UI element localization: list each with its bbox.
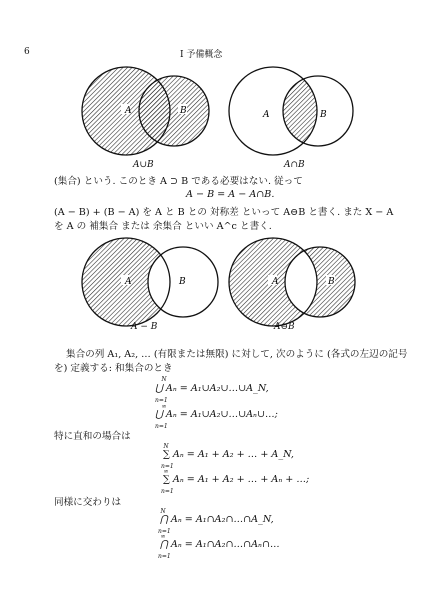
limit-lower: n=1 [161, 463, 174, 470]
limit-upper: ∞ [163, 468, 169, 475]
paragraph-complement: を A の 補集合 または 余集合 といい A^c と書く. [54, 221, 272, 232]
limit-upper: ∞ [160, 533, 166, 540]
union-finite-operator-block [154, 376, 174, 383]
paragraph-direct-sum: 特に直和の場合は [54, 431, 131, 442]
limit-lower: n=1 [155, 423, 168, 430]
venn-intersection-label-b: B [320, 110, 327, 120]
limit-upper: ∞ [161, 403, 167, 410]
equation-union-infinite: ⋃ Aₙ = A₁∪A₂∪…∪Aₙ∪…; [155, 409, 278, 420]
venn-difference-label-b: B [179, 277, 186, 287]
equation-intersection-infinite: ⋂ Aₙ = A₁∩A₂∩…∩Aₙ∩… [160, 539, 280, 550]
venn-intersection [229, 67, 353, 155]
equation-sum-infinite: ∑ Aₙ = A₁ + A₂ + … + Aₙ + …; [163, 474, 310, 485]
venn-union-label-b: B [180, 106, 187, 116]
paragraph-set-definition: (集合) という. このとき A ⊃ B である必要はない. 従って [54, 176, 303, 187]
limit-lower: n=1 [158, 528, 171, 535]
limit-lower: n=1 [161, 488, 174, 495]
equation-intersection-finite: ⋂ Aₙ = A₁∩A₂∩…∩A_N, [160, 514, 274, 525]
limit-upper: N [160, 508, 166, 515]
paragraph-sequence-cont: を) 定義する: 和集合のとき [54, 363, 173, 374]
limit-upper: N [163, 443, 169, 450]
paragraph-intersection: 同様に交わりは [54, 497, 122, 508]
venn-difference-label-a: A [125, 277, 132, 287]
venn-intersection-label-a: A [263, 110, 270, 120]
running-head: I 予備概念 [180, 50, 223, 60]
paragraph-sequence: 集合の列 A₁, A₂, … (有限または無限) に対して, 次のように (各式の左辺の記号 [66, 349, 408, 360]
limit-lower: n=1 [158, 553, 171, 560]
caption-union: A∪B [133, 160, 154, 170]
venn-union [82, 67, 209, 155]
caption-symmetric-difference: A⊖B [274, 322, 295, 332]
limit-upper: N [161, 376, 167, 383]
caption-intersection: A∩B [284, 160, 305, 170]
venn-symdiff-label-b: B [328, 277, 335, 287]
venn-symmetric-difference [229, 238, 355, 326]
equation-difference: A − B = A − A∩B. [186, 189, 275, 200]
paragraph-symmetric-difference: (A − B) + (B − A) を A と B との 対称差 といって A⊖B と書く. また X − A [54, 207, 394, 218]
venn-union-label-a: A [125, 106, 132, 116]
page-number: 6 [24, 47, 30, 57]
venn-difference [80, 236, 230, 331]
venn-symdiff-label-a: A [272, 277, 279, 287]
limit-lower: n=1 [155, 397, 168, 404]
equation-sum-finite: ∑ Aₙ = A₁ + A₂ + … + A_N, [163, 449, 294, 460]
caption-difference: A − B [131, 322, 158, 332]
equation-union-finite: ⋃ Aₙ = A₁∪A₂∪…∪A_N, [155, 383, 269, 394]
